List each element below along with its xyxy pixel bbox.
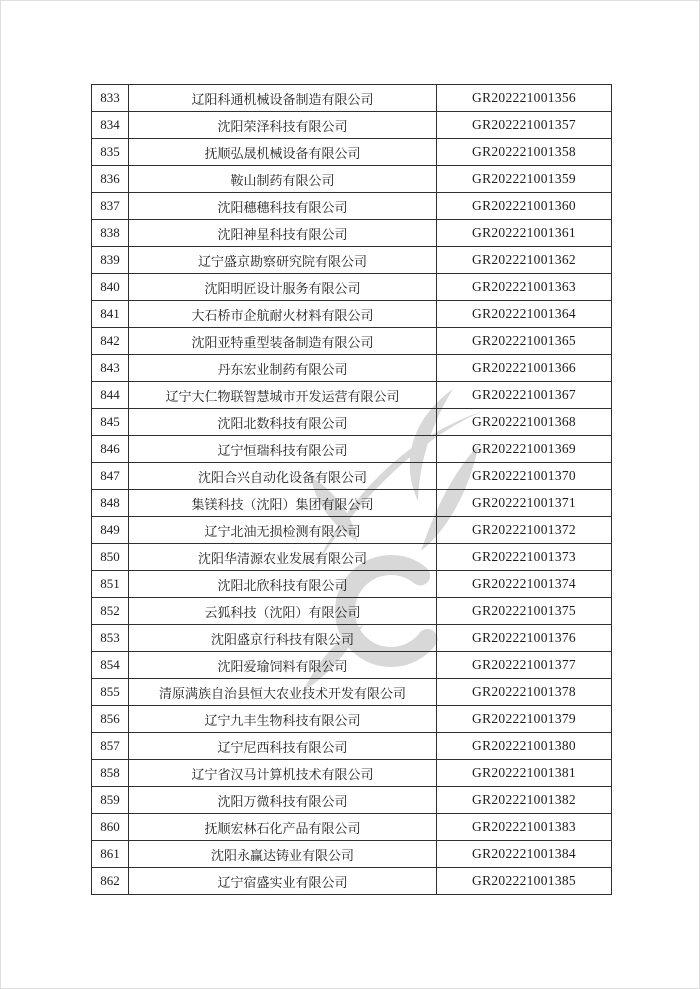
certificate-code-cell: GR202221001363 xyxy=(437,274,612,301)
company-name-cell: 辽阳科通机械设备制造有限公司 xyxy=(129,85,437,112)
table-row xyxy=(92,625,612,652)
row-index-cell: 845 xyxy=(92,409,129,436)
table-row xyxy=(92,733,612,760)
row-index-cell: 852 xyxy=(92,598,129,625)
table-row xyxy=(92,571,612,598)
row-index-cell: 851 xyxy=(92,571,129,598)
certificate-code-cell: GR202221001372 xyxy=(437,517,612,544)
company-name-cell: 抚顺弘晟机械设备有限公司 xyxy=(129,139,437,166)
certificate-code-cell: GR202221001356 xyxy=(437,85,612,112)
row-index-cell: 840 xyxy=(92,274,129,301)
table-row xyxy=(92,463,612,490)
table-row xyxy=(92,193,612,220)
company-table-body xyxy=(92,85,612,895)
certificate-code-cell: GR202221001361 xyxy=(437,220,612,247)
certificate-code-cell: GR202221001365 xyxy=(437,328,612,355)
row-index-cell: 859 xyxy=(92,787,129,814)
row-index-cell: 839 xyxy=(92,247,129,274)
row-index-cell: 860 xyxy=(92,814,129,841)
certificate-code-cell: GR202221001376 xyxy=(437,625,612,652)
table-row xyxy=(92,328,612,355)
company-name-cell: 辽宁宿盛实业有限公司 xyxy=(129,868,437,895)
row-index-cell: 846 xyxy=(92,436,129,463)
row-index-cell: 844 xyxy=(92,382,129,409)
certificate-code-cell: GR202221001375 xyxy=(437,598,612,625)
company-name-cell: 辽宁北油无损检测有限公司 xyxy=(129,517,437,544)
row-index-cell: 836 xyxy=(92,166,129,193)
table-row xyxy=(92,436,612,463)
certificate-code-cell: GR202221001358 xyxy=(437,139,612,166)
certificate-code-cell: GR202221001379 xyxy=(437,706,612,733)
company-name-cell: 沈阳北欣科技有限公司 xyxy=(129,571,437,598)
certificate-code-cell: GR202221001360 xyxy=(437,193,612,220)
company-name-cell: 鞍山制药有限公司 xyxy=(129,166,437,193)
row-index-cell: 858 xyxy=(92,760,129,787)
company-name-cell: 辽宁盛京勘察研究院有限公司 xyxy=(129,247,437,274)
table-row xyxy=(92,355,612,382)
company-name-cell: 辽宁九丰生物科技有限公司 xyxy=(129,706,437,733)
table-row xyxy=(92,220,612,247)
row-index-cell: 856 xyxy=(92,706,129,733)
row-index-cell: 841 xyxy=(92,301,129,328)
company-name-cell: 沈阳穗穗科技有限公司 xyxy=(129,193,437,220)
company-name-cell: 沈阳盛京行科技有限公司 xyxy=(129,625,437,652)
certificate-code-cell: GR202221001378 xyxy=(437,679,612,706)
row-index-cell: 850 xyxy=(92,544,129,571)
certificate-code-cell: GR202221001367 xyxy=(437,382,612,409)
company-name-cell: 辽宁省汉马计算机技术有限公司 xyxy=(129,760,437,787)
table-row xyxy=(92,652,612,679)
table-row xyxy=(92,166,612,193)
table-row xyxy=(92,760,612,787)
table-row xyxy=(92,490,612,517)
row-index-cell: 843 xyxy=(92,355,129,382)
certificate-code-cell: GR202221001369 xyxy=(437,436,612,463)
company-name-cell: 抚顺宏林石化产品有限公司 xyxy=(129,814,437,841)
row-index-cell: 862 xyxy=(92,868,129,895)
certificate-code-cell: GR202221001368 xyxy=(437,409,612,436)
table-row xyxy=(92,679,612,706)
company-name-cell: 沈阳神星科技有限公司 xyxy=(129,220,437,247)
certificate-code-cell: GR202221001383 xyxy=(437,814,612,841)
certificate-code-cell: GR202221001381 xyxy=(437,760,612,787)
certificate-code-cell: GR202221001362 xyxy=(437,247,612,274)
company-name-cell: 集镁科技（沈阳）集团有限公司 xyxy=(129,490,437,517)
certificate-code-cell: GR202221001371 xyxy=(437,490,612,517)
company-name-cell: 沈阳华清源农业发展有限公司 xyxy=(129,544,437,571)
company-name-cell: 辽宁尼西科技有限公司 xyxy=(129,733,437,760)
company-name-cell: 丹东宏业制药有限公司 xyxy=(129,355,437,382)
table-row xyxy=(92,868,612,895)
company-name-cell: 沈阳爱瑜饲料有限公司 xyxy=(129,652,437,679)
certificate-code-cell: GR202221001366 xyxy=(437,355,612,382)
table-row xyxy=(92,598,612,625)
certificate-code-cell: GR202221001364 xyxy=(437,301,612,328)
company-name-cell: 大石桥市企航耐火材料有限公司 xyxy=(129,301,437,328)
company-name-cell: 辽宁大仁物联智慧城市开发运营有限公司 xyxy=(129,382,437,409)
certificate-code-cell: GR202221001374 xyxy=(437,571,612,598)
table-row xyxy=(92,841,612,868)
table-row xyxy=(92,706,612,733)
row-index-cell: 837 xyxy=(92,193,129,220)
table-row xyxy=(92,544,612,571)
row-index-cell: 849 xyxy=(92,517,129,544)
table-row xyxy=(92,85,612,112)
row-index-cell: 847 xyxy=(92,463,129,490)
company-name-cell: 辽宁恒瑞科技有限公司 xyxy=(129,436,437,463)
company-name-cell: 清原满族自治县恒大农业技术开发有限公司 xyxy=(129,679,437,706)
table-row xyxy=(92,409,612,436)
company-name-cell: 沈阳亚特重型装备制造有限公司 xyxy=(129,328,437,355)
certificate-code-cell: GR202221001359 xyxy=(437,166,612,193)
company-table xyxy=(91,84,612,895)
company-name-cell: 沈阳永赢达铸业有限公司 xyxy=(129,841,437,868)
table-row xyxy=(92,247,612,274)
row-index-cell: 842 xyxy=(92,328,129,355)
row-index-cell: 834 xyxy=(92,112,129,139)
table-row xyxy=(92,517,612,544)
company-name-cell: 沈阳荣泽科技有限公司 xyxy=(129,112,437,139)
company-name-cell: 沈阳合兴自动化设备有限公司 xyxy=(129,463,437,490)
certificate-code-cell: GR202221001385 xyxy=(437,868,612,895)
row-index-cell: 833 xyxy=(92,85,129,112)
certificate-code-cell: GR202221001373 xyxy=(437,544,612,571)
certificate-code-cell: GR202221001357 xyxy=(437,112,612,139)
row-index-cell: 853 xyxy=(92,625,129,652)
table-row xyxy=(92,301,612,328)
table-row xyxy=(92,274,612,301)
row-index-cell: 857 xyxy=(92,733,129,760)
row-index-cell: 861 xyxy=(92,841,129,868)
row-index-cell: 855 xyxy=(92,679,129,706)
certificate-code-cell: GR202221001380 xyxy=(437,733,612,760)
certificate-code-cell: GR202221001370 xyxy=(437,463,612,490)
row-index-cell: 835 xyxy=(92,139,129,166)
table-row xyxy=(92,382,612,409)
certificate-code-cell: GR202221001377 xyxy=(437,652,612,679)
company-name-cell: 沈阳万微科技有限公司 xyxy=(129,787,437,814)
company-name-cell: 沈阳明匠设计服务有限公司 xyxy=(129,274,437,301)
table-row xyxy=(92,814,612,841)
table-row xyxy=(92,787,612,814)
certificate-code-cell: GR202221001382 xyxy=(437,787,612,814)
row-index-cell: 848 xyxy=(92,490,129,517)
certificate-code-cell: GR202221001384 xyxy=(437,841,612,868)
row-index-cell: 838 xyxy=(92,220,129,247)
company-name-cell: 沈阳北数科技有限公司 xyxy=(129,409,437,436)
company-name-cell: 云狐科技（沈阳）有限公司 xyxy=(129,598,437,625)
table-row xyxy=(92,139,612,166)
row-index-cell: 854 xyxy=(92,652,129,679)
table-row xyxy=(92,112,612,139)
